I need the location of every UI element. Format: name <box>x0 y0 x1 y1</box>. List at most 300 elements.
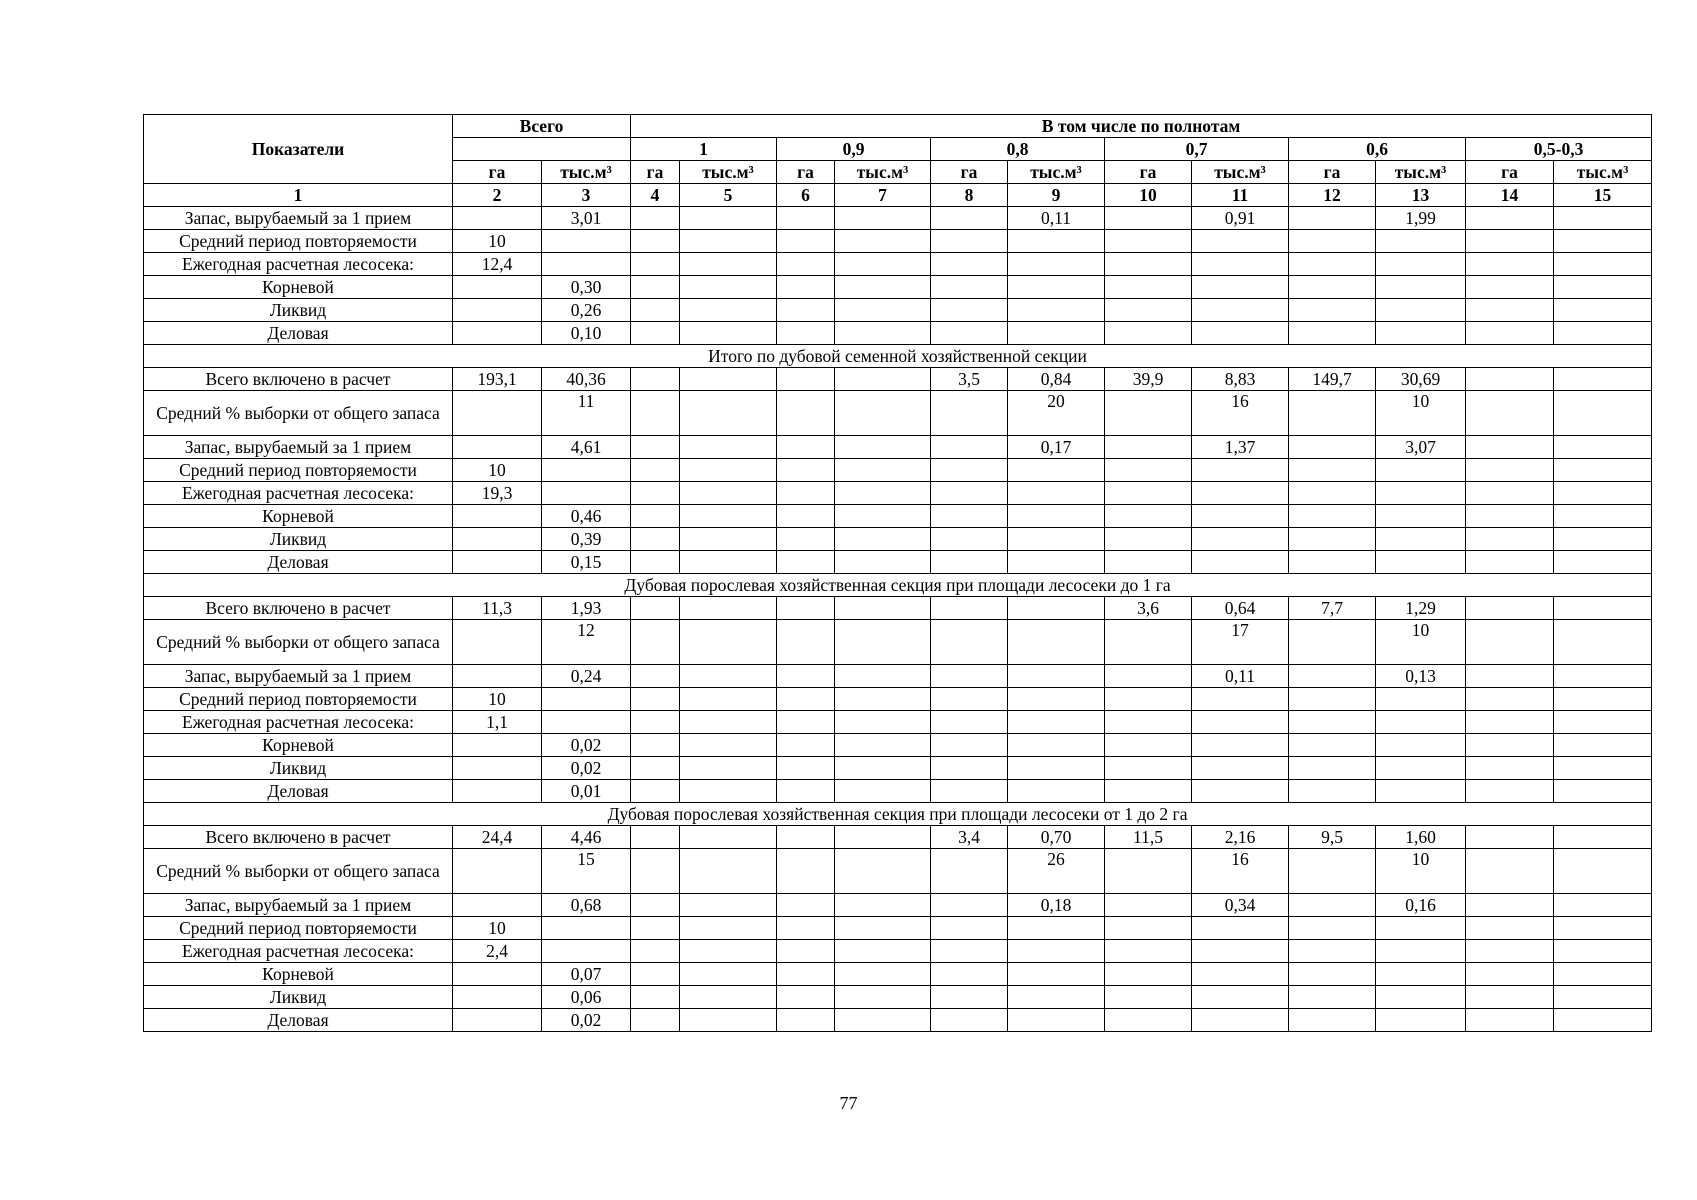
table-cell <box>1466 826 1554 849</box>
table-cell <box>631 551 680 574</box>
table-cell <box>1289 688 1376 711</box>
table-cell <box>1466 459 1554 482</box>
table-cell <box>1376 299 1466 322</box>
table-cell: 10 <box>1376 391 1466 436</box>
table-cell <box>835 620 931 665</box>
table-cell <box>777 665 835 688</box>
table-cell <box>1289 322 1376 345</box>
table-cell: 0,26 <box>542 299 631 322</box>
table-cell <box>1554 276 1652 299</box>
table-cell <box>1554 253 1652 276</box>
table-cell <box>1554 665 1652 688</box>
table-cell: 1,60 <box>1376 826 1466 849</box>
table-cell <box>631 253 680 276</box>
table-cell <box>1466 322 1554 345</box>
table-cell: 0,17 <box>1008 436 1105 459</box>
table-cell <box>777 436 835 459</box>
table-cell <box>1008 917 1105 940</box>
table-cell: 0,30 <box>542 276 631 299</box>
table-cell <box>1105 551 1192 574</box>
table-cell <box>835 826 931 849</box>
table-cell: 10 <box>453 230 542 253</box>
table-cell <box>1289 253 1376 276</box>
table-cell <box>1466 551 1554 574</box>
table-row <box>144 597 1652 620</box>
table-cell <box>777 322 835 345</box>
table-cell <box>631 528 680 551</box>
table-cell <box>680 665 777 688</box>
table-cell <box>1105 894 1192 917</box>
table-cell <box>680 368 777 391</box>
table-cell <box>1554 734 1652 757</box>
table-cell <box>835 688 931 711</box>
header-column-number: 2 <box>453 184 542 207</box>
table-cell <box>1008 528 1105 551</box>
table-cell <box>631 734 680 757</box>
table-cell <box>1554 1009 1652 1032</box>
table-cell <box>1192 917 1289 940</box>
table-cell <box>1289 734 1376 757</box>
table-cell <box>1466 482 1554 505</box>
table-cell <box>1289 230 1376 253</box>
table-cell <box>1289 620 1376 665</box>
table-cell <box>680 276 777 299</box>
table-cell <box>453 849 542 894</box>
table-cell <box>1192 1009 1289 1032</box>
table-cell <box>631 299 680 322</box>
table-cell: 8,83 <box>1192 368 1289 391</box>
table-cell <box>931 757 1008 780</box>
table-cell <box>835 528 931 551</box>
table-cell <box>453 894 542 917</box>
header-unit-ha: га <box>1289 161 1376 184</box>
header-unit-volume: тыс.м³ <box>1008 161 1105 184</box>
table-cell <box>680 253 777 276</box>
table-cell <box>931 711 1008 734</box>
table-cell <box>1289 986 1376 1009</box>
table-cell <box>1376 551 1466 574</box>
table-cell <box>680 207 777 230</box>
table-cell: 0,15 <box>542 551 631 574</box>
header-unit-volume: тыс.м³ <box>1376 161 1466 184</box>
row-label: Корневой <box>144 505 453 528</box>
table-cell <box>1008 230 1105 253</box>
table-cell <box>777 963 835 986</box>
header-density: 1 <box>631 138 777 161</box>
table-cell <box>680 230 777 253</box>
header-unit-volume: тыс.м³ <box>835 161 931 184</box>
table-cell <box>1192 711 1289 734</box>
table-cell <box>1289 711 1376 734</box>
table-cell: 20 <box>1008 391 1105 436</box>
row-label: Средний % выборки от общего запаса <box>144 849 453 894</box>
header-column-number: 8 <box>931 184 1008 207</box>
table-cell <box>1105 780 1192 803</box>
header-unit-ha: га <box>453 161 542 184</box>
table-cell <box>1105 849 1192 894</box>
table-cell <box>680 322 777 345</box>
row-label: Корневой <box>144 963 453 986</box>
table-cell <box>777 940 835 963</box>
row-label: Запас, вырубаемый за 1 прием <box>144 665 453 688</box>
table-cell <box>631 322 680 345</box>
table-cell <box>1466 734 1554 757</box>
table-cell <box>1554 963 1652 986</box>
table-cell <box>835 734 931 757</box>
table-cell <box>1376 1009 1466 1032</box>
table-cell <box>1105 391 1192 436</box>
table-cell <box>777 230 835 253</box>
table-cell <box>1192 551 1289 574</box>
table-cell: 0,06 <box>542 986 631 1009</box>
table-cell <box>631 207 680 230</box>
table-cell <box>542 711 631 734</box>
table-cell <box>1554 849 1652 894</box>
table-cell <box>453 505 542 528</box>
table-cell <box>835 505 931 528</box>
table-cell <box>1554 917 1652 940</box>
table-cell <box>1466 436 1554 459</box>
table-cell <box>680 757 777 780</box>
table-cell <box>631 1009 680 1032</box>
table-row <box>144 551 1652 574</box>
table-cell <box>1008 711 1105 734</box>
table-cell <box>1376 322 1466 345</box>
table-cell <box>931 963 1008 986</box>
table-cell: 3,6 <box>1105 597 1192 620</box>
table-cell: 0,13 <box>1376 665 1466 688</box>
table-cell <box>680 917 777 940</box>
table-cell <box>631 917 680 940</box>
section-title: Дубовая порослевая хозяйственная секция при площади лесосеки от 1 до 2 га <box>144 803 1652 826</box>
table-cell <box>931 391 1008 436</box>
table-cell <box>777 528 835 551</box>
table-cell <box>1192 963 1289 986</box>
header-unit-volume: тыс.м³ <box>1554 161 1652 184</box>
row-label: Деловая <box>144 322 453 345</box>
table-cell <box>1376 482 1466 505</box>
table-cell <box>1192 757 1289 780</box>
table-cell <box>1466 963 1554 986</box>
table-cell <box>931 665 1008 688</box>
table-cell <box>631 711 680 734</box>
table-cell <box>453 436 542 459</box>
table-cell <box>777 917 835 940</box>
table-cell <box>631 940 680 963</box>
table-cell: 40,36 <box>542 368 631 391</box>
table-cell <box>631 505 680 528</box>
table-cell <box>835 230 931 253</box>
table-row <box>144 734 1652 757</box>
table-cell <box>1376 459 1466 482</box>
table-cell <box>1008 551 1105 574</box>
table-cell <box>931 849 1008 894</box>
table-cell <box>931 459 1008 482</box>
table-cell <box>680 780 777 803</box>
table-cell <box>931 299 1008 322</box>
table-cell <box>680 597 777 620</box>
table-cell <box>835 1009 931 1032</box>
table-cell <box>453 986 542 1009</box>
table-cell <box>1105 734 1192 757</box>
table-cell <box>1105 482 1192 505</box>
table-cell: 10 <box>453 917 542 940</box>
table-cell: 0,64 <box>1192 597 1289 620</box>
table-cell: 12 <box>542 620 631 665</box>
header-column-number: 7 <box>835 184 931 207</box>
table-cell <box>1192 505 1289 528</box>
table-cell <box>1289 505 1376 528</box>
table-row <box>144 757 1652 780</box>
table-cell <box>931 322 1008 345</box>
table-cell <box>835 322 931 345</box>
table-cell <box>1192 322 1289 345</box>
table-cell <box>1466 688 1554 711</box>
table-cell <box>1192 734 1289 757</box>
table-cell <box>1192 299 1289 322</box>
header-unit-volume: тыс.м³ <box>680 161 777 184</box>
table-cell: 12,4 <box>453 253 542 276</box>
forest-calculation-table <box>143 114 1652 1032</box>
table-cell <box>1466 940 1554 963</box>
row-label: Средний период повторяемости <box>144 688 453 711</box>
table-cell <box>1376 917 1466 940</box>
table-cell <box>931 620 1008 665</box>
table-cell <box>1554 688 1652 711</box>
table-cell <box>1554 551 1652 574</box>
table-cell <box>1192 276 1289 299</box>
table-cell <box>542 917 631 940</box>
table-row <box>144 917 1652 940</box>
table-cell <box>777 986 835 1009</box>
table-cell <box>1105 436 1192 459</box>
table-cell <box>453 780 542 803</box>
table-cell <box>777 207 835 230</box>
table-cell <box>777 368 835 391</box>
table-cell <box>631 826 680 849</box>
header-unit-volume: тыс.м³ <box>542 161 631 184</box>
table-cell <box>1192 528 1289 551</box>
header-unit-ha: га <box>1105 161 1192 184</box>
row-label: Ежегодная расчетная лесосека: <box>144 253 453 276</box>
table-cell <box>1466 597 1554 620</box>
table-cell <box>1554 757 1652 780</box>
table-cell <box>931 505 1008 528</box>
table-cell <box>1289 436 1376 459</box>
table-cell <box>1376 505 1466 528</box>
table-cell <box>631 368 680 391</box>
table-cell <box>835 253 931 276</box>
header-column-number: 4 <box>631 184 680 207</box>
table-cell <box>1008 253 1105 276</box>
table-cell <box>680 894 777 917</box>
table-cell: 1,29 <box>1376 597 1466 620</box>
table-cell <box>1376 253 1466 276</box>
table-row <box>144 963 1652 986</box>
table-cell <box>931 597 1008 620</box>
table-cell <box>1008 459 1105 482</box>
table-cell <box>777 711 835 734</box>
table-cell <box>453 665 542 688</box>
table-cell <box>1105 230 1192 253</box>
table-cell <box>1466 505 1554 528</box>
table-cell <box>1105 459 1192 482</box>
table-cell <box>777 826 835 849</box>
table-cell <box>1008 482 1105 505</box>
table-row <box>144 940 1652 963</box>
table-cell <box>1105 757 1192 780</box>
table-cell <box>1554 620 1652 665</box>
table-cell: 0,07 <box>542 963 631 986</box>
table-cell <box>1008 734 1105 757</box>
table-cell <box>1192 688 1289 711</box>
row-label: Запас, вырубаемый за 1 прием <box>144 436 453 459</box>
row-label: Деловая <box>144 1009 453 1032</box>
table-cell <box>931 986 1008 1009</box>
table-cell <box>777 276 835 299</box>
table-row <box>144 688 1652 711</box>
table-row <box>144 436 1652 459</box>
table-cell <box>1008 322 1105 345</box>
table-cell <box>1466 711 1554 734</box>
table-cell: 0,91 <box>1192 207 1289 230</box>
table-cell <box>777 299 835 322</box>
table-cell <box>777 551 835 574</box>
table-cell <box>931 436 1008 459</box>
table-cell <box>777 894 835 917</box>
table-cell <box>835 665 931 688</box>
row-label: Средний период повторяемости <box>144 459 453 482</box>
table-cell <box>1554 230 1652 253</box>
table-cell <box>680 963 777 986</box>
table-row <box>144 482 1652 505</box>
table-cell <box>1554 299 1652 322</box>
table-row <box>144 780 1652 803</box>
table-cell <box>1466 276 1554 299</box>
table-cell <box>931 1009 1008 1032</box>
table-cell <box>835 276 931 299</box>
table-cell <box>542 482 631 505</box>
table-cell <box>1554 711 1652 734</box>
table-cell <box>1008 780 1105 803</box>
table-cell <box>631 482 680 505</box>
table-cell <box>680 986 777 1009</box>
table-cell <box>680 849 777 894</box>
table-row <box>144 528 1652 551</box>
table-cell <box>1554 459 1652 482</box>
table-cell <box>680 299 777 322</box>
table-cell: 11,3 <box>453 597 542 620</box>
table-cell: 0,18 <box>1008 894 1105 917</box>
table-cell: 4,61 <box>542 436 631 459</box>
table-cell <box>1105 711 1192 734</box>
table-row <box>144 711 1652 734</box>
table-cell <box>931 253 1008 276</box>
header-unit-ha: га <box>1466 161 1554 184</box>
table-cell <box>1554 780 1652 803</box>
table-cell <box>631 276 680 299</box>
table-cell <box>1466 917 1554 940</box>
table-cell <box>835 299 931 322</box>
table-cell <box>1466 528 1554 551</box>
table-cell <box>931 940 1008 963</box>
header-density: 0,9 <box>777 138 931 161</box>
table-cell <box>1192 940 1289 963</box>
table-cell <box>1008 963 1105 986</box>
table-cell <box>453 620 542 665</box>
table-cell: 17 <box>1192 620 1289 665</box>
table-cell <box>1008 688 1105 711</box>
table-cell <box>1376 986 1466 1009</box>
table-cell <box>1376 276 1466 299</box>
header-density: 0,6 <box>1289 138 1466 161</box>
table-cell <box>1289 940 1376 963</box>
table-cell <box>1554 436 1652 459</box>
header-total-sub <box>453 138 631 161</box>
table-cell: 2,16 <box>1192 826 1289 849</box>
table-cell: 0,11 <box>1008 207 1105 230</box>
table-cell <box>453 1009 542 1032</box>
table-cell <box>631 597 680 620</box>
table-cell <box>835 849 931 894</box>
table-cell <box>1554 322 1652 345</box>
row-label: Ликвид <box>144 986 453 1009</box>
table-cell <box>631 894 680 917</box>
table-cell <box>1466 253 1554 276</box>
table-row <box>144 322 1652 345</box>
table-cell: 0,24 <box>542 665 631 688</box>
table-cell <box>1105 207 1192 230</box>
table-cell <box>1289 894 1376 917</box>
table-cell <box>1289 276 1376 299</box>
header-by-density: В том числе по полнотам <box>631 115 1652 138</box>
row-label: Ежегодная расчетная лесосека: <box>144 940 453 963</box>
header-row-1 <box>144 115 1652 138</box>
table-cell <box>1289 528 1376 551</box>
table-cell <box>1466 1009 1554 1032</box>
table-cell <box>1105 986 1192 1009</box>
table-cell <box>1289 757 1376 780</box>
table-cell <box>835 894 931 917</box>
table-row <box>144 1009 1652 1032</box>
table-cell: 3,07 <box>1376 436 1466 459</box>
table-cell <box>1554 528 1652 551</box>
table-row <box>144 253 1652 276</box>
table-row <box>144 459 1652 482</box>
table-cell: 3,01 <box>542 207 631 230</box>
table-cell: 0,01 <box>542 780 631 803</box>
table-cell <box>453 299 542 322</box>
table-cell <box>631 849 680 894</box>
table-cell <box>1008 665 1105 688</box>
table-cell: 26 <box>1008 849 1105 894</box>
table-cell: 7,7 <box>1289 597 1376 620</box>
table-cell <box>680 826 777 849</box>
table-cell <box>1466 665 1554 688</box>
table-cell <box>680 551 777 574</box>
table-cell <box>1466 849 1554 894</box>
table-cell <box>931 734 1008 757</box>
table-cell <box>1289 299 1376 322</box>
table-cell: 19,3 <box>453 482 542 505</box>
header-column-number: 12 <box>1289 184 1376 207</box>
table-row <box>144 665 1652 688</box>
header-indicators: Показатели <box>144 115 453 184</box>
table-cell <box>1466 757 1554 780</box>
table-cell <box>1008 597 1105 620</box>
table-cell <box>835 917 931 940</box>
table-cell <box>835 780 931 803</box>
